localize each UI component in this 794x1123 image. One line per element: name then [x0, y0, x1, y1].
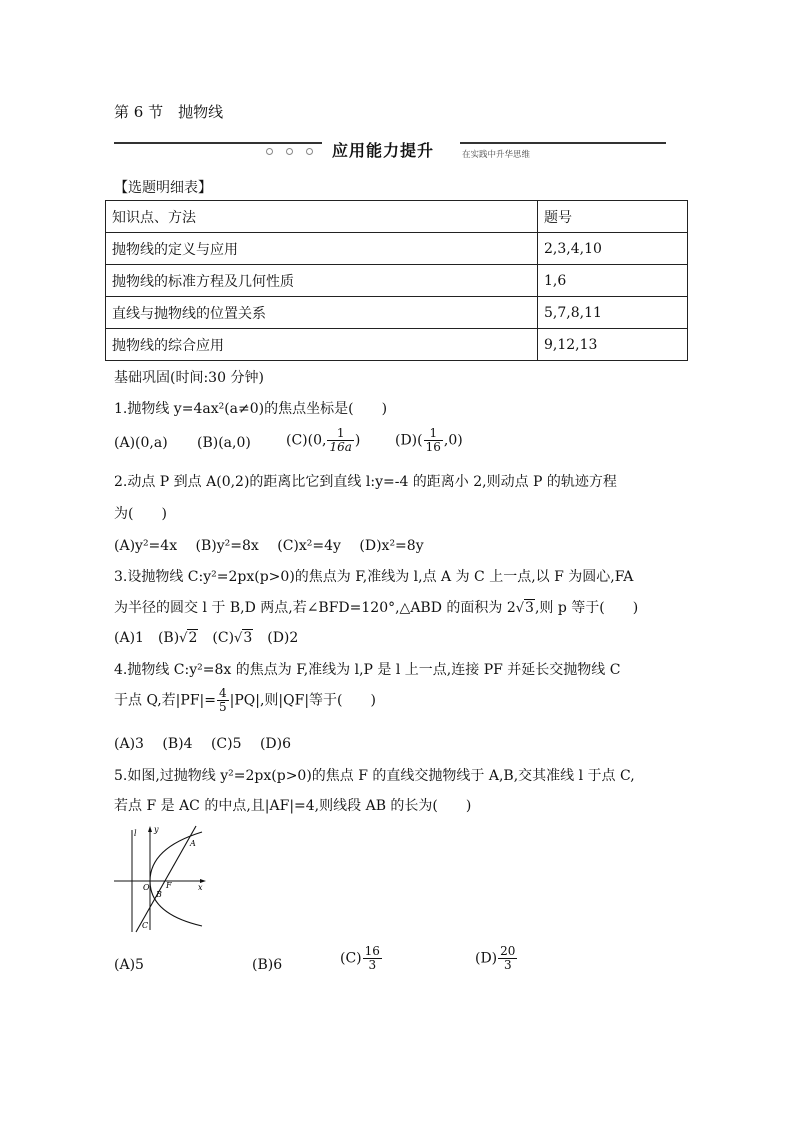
q3-option-d: (D)2 — [267, 630, 299, 646]
q3-option-b: (B)√2 — [157, 630, 198, 646]
q5-c-fraction — [363, 945, 382, 972]
table-row — [106, 329, 688, 361]
q5-c-prefix: (C) — [340, 950, 362, 967]
fraction-denominator: 16a — [329, 440, 352, 454]
q4-stem-line2 — [114, 687, 376, 714]
table-cell: 5,7,8,11 — [538, 297, 688, 329]
table-cell: 2,3,4,10 — [538, 233, 688, 265]
q4-stem-text: |PQ|,则|QF|等于( ) — [229, 692, 376, 709]
header-cell-topic: 知识点、方法 — [106, 201, 538, 233]
q3-c-prefix: (C) — [212, 630, 235, 646]
q5-d-fraction — [498, 945, 517, 972]
q5-option-c — [340, 945, 383, 972]
q1-stem: 1.抛物线 y=4ax²(a≠0)的焦点坐标是( ) — [114, 401, 388, 417]
header-cell-number: 题号 — [538, 201, 688, 233]
q3-option-a: (A)1 — [114, 630, 144, 646]
table-row — [106, 297, 688, 329]
q4-fraction — [217, 687, 229, 714]
table-row — [106, 265, 688, 297]
q3-radicand: 3 — [525, 600, 534, 616]
fraction-denominator: 5 — [218, 700, 227, 714]
q3-option-c: (C)√3 — [212, 630, 253, 646]
table-cell: 抛物线的标准方程及几何性质 — [106, 265, 538, 297]
label-a: A — [190, 839, 196, 848]
q2-stem-line1: 2.动点 P 到点 A(0,2)的距离比它到直线 l:y=-4 的距离小 2,则动点 P 的轨迹方程 — [114, 474, 617, 490]
q1-d-suffix: ,0) — [443, 432, 463, 449]
focal-chord-line — [136, 826, 196, 932]
fraction-numerator: 1 — [424, 427, 443, 441]
q1-option-a: (A)(0,a) — [114, 435, 168, 451]
q1-c-suffix: ) — [354, 432, 361, 449]
q1-d-fraction — [424, 427, 443, 454]
label-y: y — [154, 825, 159, 834]
table-row — [106, 233, 688, 265]
fraction-denominator: 3 — [368, 958, 377, 972]
banner-title: 应用能力提升 — [332, 141, 435, 160]
table-heading: 【选题明细表】 — [114, 180, 212, 196]
q3-stem-text: ,则 p 等于( ) — [534, 600, 639, 616]
banner-subtitle: 在实践中升华思维 — [462, 150, 531, 160]
banner-rule-right — [460, 142, 666, 144]
y-axis-arrow — [148, 826, 152, 832]
table-cell: 抛物线的定义与应用 — [106, 233, 538, 265]
table-cell: 9,12,13 — [538, 329, 688, 361]
label-c: C — [142, 921, 149, 930]
q5-stem-line2: 若点 F 是 AC 的中点,且|AF|=4,则线段 AB 的长为( ) — [114, 798, 472, 814]
q1-option-b: (B)(a,0) — [197, 435, 251, 451]
banner — [114, 136, 666, 164]
fraction-denominator: 3 — [503, 958, 512, 972]
q5-parabola-figure — [110, 822, 210, 934]
banner-dot — [286, 148, 293, 155]
q1-option-d — [395, 427, 463, 454]
section-title: 第 6 节 抛物线 — [114, 103, 224, 121]
detail-table — [105, 200, 688, 361]
label-b: B — [156, 890, 162, 899]
label-l: l — [134, 829, 137, 838]
table-cell: 直线与抛物线的位置关系 — [106, 297, 538, 329]
q1-d-prefix: (D)( — [395, 432, 423, 449]
q3-stem-text: 为半径的圆交 l 于 B,D 两点,若∠BFD=120°,△ABD 的面积为 2 — [114, 600, 516, 616]
q2-options: (A)y²=4x (B)y²=8x (C)x²=4y (D)x²=8y — [114, 538, 424, 554]
q5-d-prefix: (D) — [475, 950, 498, 967]
q3-b-prefix: (B) — [157, 630, 180, 646]
q4-stem-text: 于点 Q,若|PF|= — [114, 692, 216, 709]
fraction-numerator: 4 — [218, 686, 227, 700]
label-f: F — [166, 881, 172, 890]
fraction-numerator: 20 — [500, 944, 516, 958]
fraction-numerator: 1 — [327, 427, 353, 441]
banner-dot — [306, 148, 313, 155]
q4-stem-line1: 4.抛物线 C:y²=8x 的焦点为 F,准线为 l,P 是 l 上一点,连接 PF 并延长交抛物线 C — [114, 662, 621, 678]
table-cell: 1,6 — [538, 265, 688, 297]
q3-c-radicand: 3 — [243, 630, 253, 646]
q1-c-fraction — [327, 427, 353, 454]
q5-stem-line1: 5.如图,过抛物线 y²=2px(p>0)的焦点 F 的直线交抛物线于 A,B,交其准线 l 于点 C, — [114, 768, 635, 784]
q1-option-c — [286, 427, 360, 454]
q3-b-radicand: 2 — [188, 630, 198, 646]
q4-options: (A)3 (B)4 (C)5 (D)6 — [114, 736, 292, 752]
q1-c-prefix: (C)(0, — [286, 432, 327, 449]
q2-stem-line2: 为( ) — [114, 506, 167, 522]
table-header-row — [106, 201, 688, 233]
fraction-denominator: 16 — [425, 440, 441, 454]
q3-options — [114, 627, 298, 647]
q5-option-a: (A)5 — [114, 957, 144, 973]
q5-option-d — [475, 945, 518, 972]
q3-stem-line2: 为半径的圆交 l 于 B,D 两点,若∠BFD=120°,△ABD 的面积为 2√3,则 p 等于( ) — [114, 600, 639, 616]
q3-stem-line1: 3.设抛物线 C:y²=2px(p>0)的焦点为 F,准线为 l,点 A 为 C 上一点,以 F 为圆心,FA — [114, 569, 634, 585]
q5-option-b: (B)6 — [252, 957, 283, 973]
table-cell: 抛物线的综合应用 — [106, 329, 538, 361]
fraction-numerator: 16 — [364, 944, 380, 958]
banner-dot — [266, 148, 273, 155]
banner-rule-left — [114, 142, 322, 144]
label-o: O — [143, 883, 150, 892]
basic-heading: 基础巩固(时间:30 分钟) — [114, 370, 264, 386]
label-x: x — [198, 883, 203, 892]
